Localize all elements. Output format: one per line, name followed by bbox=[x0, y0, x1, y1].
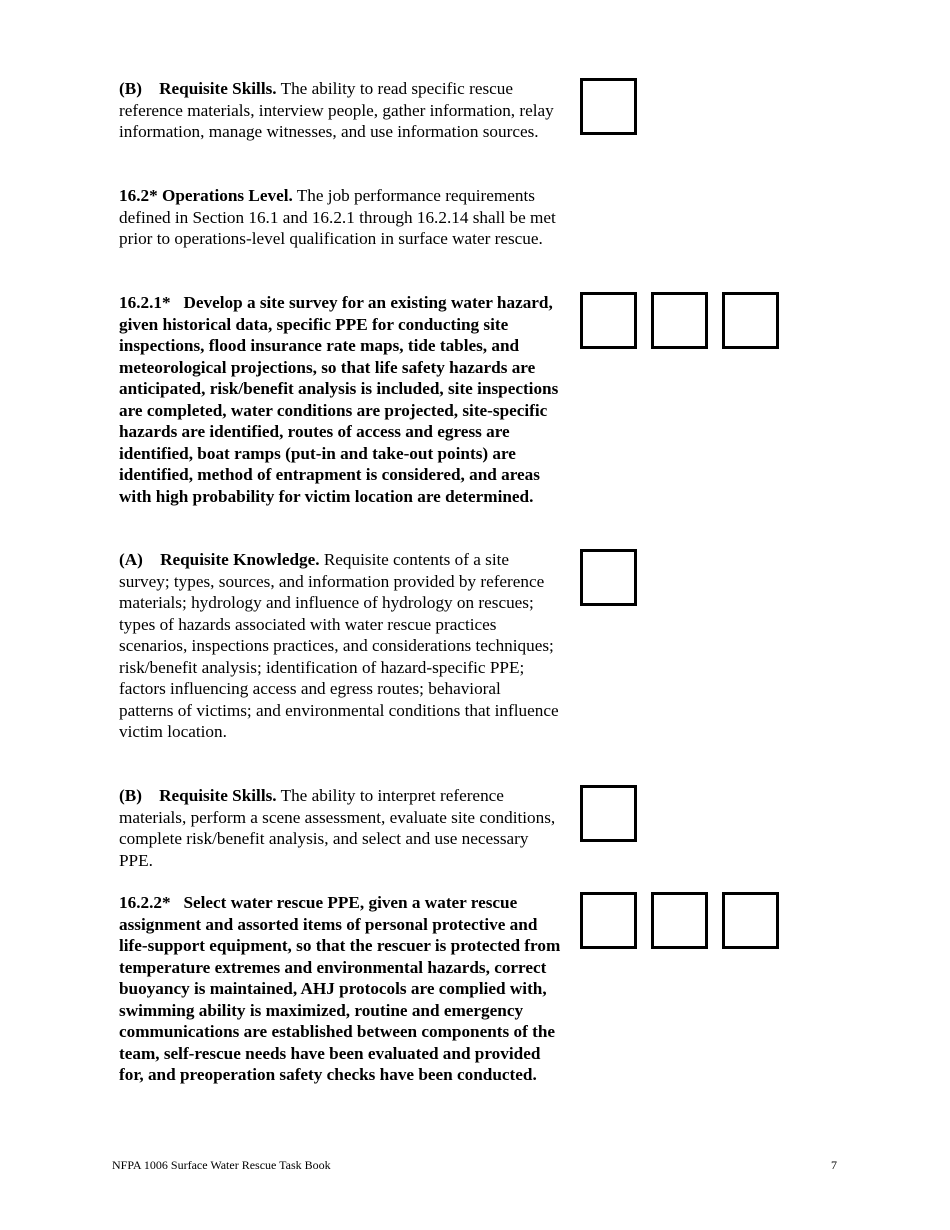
item-heading: Requisite Knowledge. bbox=[160, 550, 320, 569]
item-label: 16.2.1* bbox=[119, 293, 171, 312]
item-label: 16.2.2* bbox=[119, 893, 171, 912]
checkbox[interactable] bbox=[722, 892, 779, 949]
checkbox-group-b-skills-1 bbox=[580, 78, 637, 135]
checkbox[interactable] bbox=[651, 292, 708, 349]
section-16-2-2 bbox=[119, 892, 567, 1086]
footer-title: NFPA 1006 Surface Water Rescue Task Book bbox=[112, 1158, 331, 1172]
item-label: (A) bbox=[119, 550, 143, 569]
section-a-knowledge bbox=[119, 549, 559, 743]
checkbox[interactable] bbox=[580, 785, 637, 842]
item-text: Requisite contents of a site survey; types, sources, and information provided by reference materials; hydrology and influence of hydrology on rescues; types of hazards associated with water rescue practices scenarios, inspections practices, and considerations techniques; risk/benefit analysis; identification of hazard-specific PPE; factors influencing access and egress routes; behavioral patterns of victims; and environmental conditions that influence victim location. bbox=[119, 550, 559, 741]
checkbox[interactable] bbox=[580, 292, 637, 349]
checkbox-group-16-2-1 bbox=[580, 292, 779, 349]
checkbox-group-a-knowledge bbox=[580, 549, 637, 606]
section-b-skills-2 bbox=[119, 785, 559, 871]
item-text: The ability to read specific rescue reference materials, interview people, gather information, relay information, manage witnesses, and use information sources. bbox=[119, 79, 554, 141]
checkbox[interactable] bbox=[722, 292, 779, 349]
section-b-skills-1 bbox=[119, 78, 559, 143]
item-label: 16.2* bbox=[119, 186, 158, 205]
item-text: Develop a site survey for an existing water hazard, given historical data, specific PPE for conducting site inspections, flood insurance rate maps, tide tables, and meteorological projections, so that life safety hazards are anticipated, risk/benefit analysis is included, site inspections are completed, water conditions are projected, site-specific hazards are identified, routes of access and egress are identified, boat ramps (put-in and take-out points) are identified, method of entrapment is considered, and areas with high probability for victim location are determined. bbox=[119, 293, 559, 506]
item-text: The ability to interpret reference materials, perform a scene assessment, evaluate site conditions, complete risk/benefit analysis, and select and use necessary PPE. bbox=[119, 786, 556, 870]
section-16-2-1 bbox=[119, 292, 559, 507]
item-heading: Operations Level. bbox=[161, 186, 293, 205]
checkbox[interactable] bbox=[651, 892, 708, 949]
item-text: The job performance requirements defined in Section 16.1 and 16.2.1 through 16.2.14 shall be met prior to operations-level qualification in surface water rescue. bbox=[119, 186, 556, 248]
checkbox[interactable] bbox=[580, 549, 637, 606]
item-heading: Requisite Skills. bbox=[159, 79, 277, 98]
item-label: (B) bbox=[119, 79, 142, 98]
item-text: Select water rescue PPE, given a water rescue assignment and assorted items of personal protective and life-support equipment, so that the rescuer is protected from temperature extremes and environmental hazards, correct buoyancy is maintained, AHJ protocols are complied with, swimming ability is maximized, routine and emergency communications are established between components of the team, self-rescue needs have been evaluated and provided for, and preoperation safety checks have been conducted. bbox=[119, 893, 561, 1084]
checkbox-group-16-2-2 bbox=[580, 892, 779, 949]
page-number: 7 bbox=[831, 1158, 837, 1172]
checkbox[interactable] bbox=[580, 892, 637, 949]
item-label: (B) bbox=[119, 786, 142, 805]
item-heading: Requisite Skills. bbox=[159, 786, 277, 805]
checkbox-group-b-skills-2 bbox=[580, 785, 637, 842]
checkbox[interactable] bbox=[580, 78, 637, 135]
section-16-2 bbox=[119, 185, 559, 250]
